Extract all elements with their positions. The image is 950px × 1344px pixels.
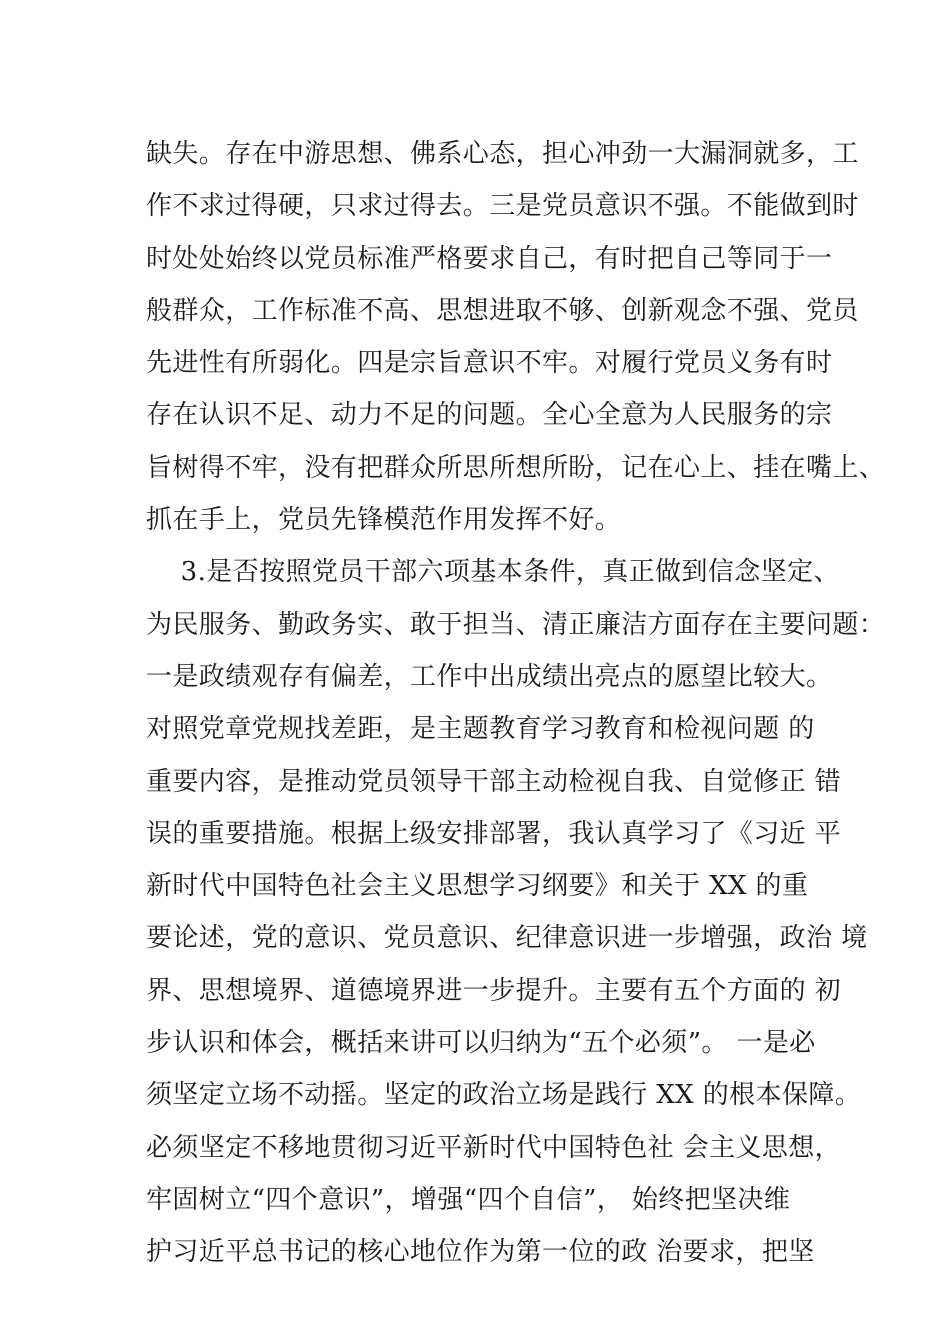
text-line: 界、思想境界、道德境界进一步提升。主要有五个方面的 初 (146, 975, 842, 1006)
text-line: 重要内容，是推动党员领导干部主动检视自我、自觉修正 错 (146, 766, 842, 797)
text-line: 存在认识不足、动力不足的问题。全心全意为人民服务的宗 (146, 400, 833, 431)
text-line: 要论述，党的意识、党员意识、纪律意识进一步增强，政治 境 (146, 923, 868, 954)
text-line: 缺失。存在中游思想、佛系心态，担心冲劲一大漏洞就多，工 (146, 139, 859, 169)
text-line: 时处处始终以党员标准严格要求自己，有时把自己等同于一 (146, 243, 833, 274)
text-line: 般群众，工作标准不高、思想进取不够、创新观念不强、党员 (146, 295, 859, 326)
text-line: 护习近平总书记的核心地位作为第一位的政 治要求，把坚 (146, 1237, 815, 1268)
body-text (146, 128, 886, 1279)
text-line: 为民服务、勤政务实、敢于担当、清正廉洁方面存在主要问题： (146, 609, 886, 640)
text-line: 新时代中国特色社会主义思想学习纲要》和关于 XX 的重 (146, 871, 809, 902)
text-line: 对照党章党规找差距，是主题教育学习教育和检视问题 的 (146, 714, 815, 745)
text-line: 先进性有所弱化。四是宗旨意识不牢。对履行党员义务有时 (146, 348, 833, 379)
text-line: 须坚定立场不动摇。坚定的政治立场是践行 XX 的根本保障。 (146, 1080, 862, 1111)
text-line: 误的重要措施。根据上级安排部署，我认真学习了《习近 平 (146, 818, 842, 849)
text-line: 作不求过得硬，只求过得去。三是党员意识不强。不能做到时 (146, 191, 859, 222)
text-line: 牢固树立“四个意识”，增强“四个自信”， 始终把坚决维 (146, 1184, 791, 1215)
text-line: 旨树得不牢，没有把群众所思所想所盼，记在心上、挂在嘴上、 (146, 452, 886, 483)
text-line: 必须坚定不移地贯彻习近平新时代中国特色社 会主义思想， (146, 1132, 842, 1163)
text-line: 抓在手上，党员先锋模范作用发挥不好。 (146, 505, 622, 536)
text-line: 一是政绩观存有偏差，工作中出成绩出亮点的愿望比较大。 (146, 661, 833, 692)
text-line: 步认识和体会，概括来讲可以归纳为“五个必须”。 一是必 (146, 1028, 816, 1059)
text-line: 3.是否按照党员干部六项基本条件，真正做到信念坚定、 (146, 557, 840, 588)
